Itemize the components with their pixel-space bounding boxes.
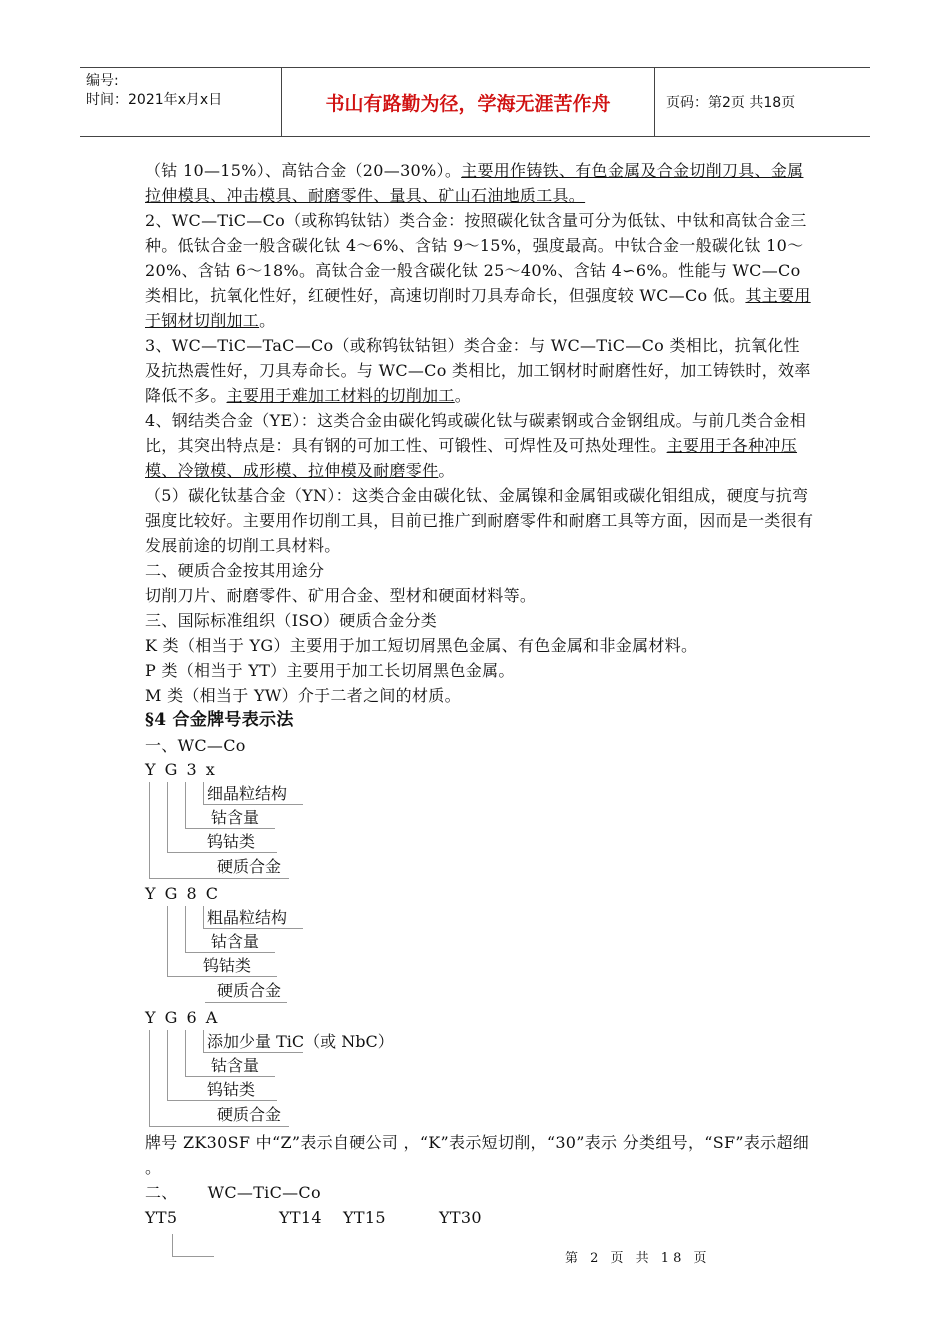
grade-code: Y G 8 C: [145, 884, 221, 903]
underlined-text: 主要用于难加工材料的切削加工: [226, 386, 455, 405]
tree-label: 硬质合金: [217, 1105, 282, 1124]
tree-connector: [203, 782, 204, 804]
tree-connector: [185, 782, 186, 828]
tree-label: 粗晶粒结构: [207, 908, 288, 927]
paragraph-10: P 类（相当于 YT）主要用于加工长切屑黑色金属。: [145, 661, 515, 680]
subheading-wc-co: 一、WC—Co: [145, 736, 246, 755]
tree-label: 添加少量 TiC（或 NbC）: [207, 1032, 394, 1051]
grade-yt5: YT5: [145, 1208, 178, 1227]
tree-connector: [203, 906, 204, 928]
tree-connector: [172, 1256, 214, 1257]
subheading-wc-tic-co: 二、 WC—TiC—Co: [145, 1183, 321, 1202]
grade-yt14: YT14: [279, 1208, 322, 1227]
paragraph-6: 二、硬质合金按其用途分: [145, 561, 325, 580]
doc-number-label: 编号:: [86, 73, 119, 89]
paragraph-5: （5）碳化钛基合金（YN）：这类合金由碳化钛、金属镍和金属钼或碳化钼组成，硬度与抗弯强度比较好。主要用作切削工具，目前已推广到耐磨零件和耐磨工具等方面，因而是一类很有发展前途的切削工具材料。: [145, 486, 814, 555]
underlined-text: 主要用于各种冲压模、冷镦模、成形模、拉伸模及耐磨零件: [145, 436, 798, 480]
tree-connector: [167, 906, 168, 976]
tree-connector: [149, 782, 150, 878]
grade-tree-yg6a: [145, 1006, 815, 1130]
tree-label: 钴含量: [211, 808, 260, 827]
tree-connector: [185, 906, 186, 952]
header-page-label: 页码：第2页 共18页: [666, 95, 796, 111]
grade-yt15: YT15: [343, 1208, 386, 1227]
tree-label: 钴含量: [211, 1056, 260, 1075]
section-heading: §4 合金牌号表示法: [145, 710, 294, 730]
grade-code: Y G 3 x: [145, 760, 217, 779]
yt-grades-row: [145, 1205, 815, 1230]
document-body: [145, 158, 815, 1230]
tree-connector: [185, 1030, 186, 1076]
header-meta: [80, 68, 282, 136]
tree-connector: [172, 1234, 173, 1256]
tree-connector: [203, 1030, 204, 1052]
paragraph-8: 三、国际标准组织（ISO）硬质合金分类: [145, 611, 438, 630]
tree-label: 硬质合金: [217, 857, 282, 876]
tree-connector: [149, 1030, 150, 1126]
header-motto: 书山有路勤为径，学海无涯苦作舟: [282, 68, 655, 136]
underlined-text: 其主要用于钢材切削加工: [145, 286, 811, 330]
tree-label: 钨钴类: [203, 956, 252, 975]
tree-label: 钨钴类: [207, 832, 256, 851]
grade-tree-yg3x: [145, 758, 815, 882]
tree-label: 硬质合金: [217, 981, 282, 1000]
doc-date-label: 时间：2021年x月x日: [86, 92, 223, 108]
tree-connector: [167, 782, 168, 852]
paragraph-2: 2、WC—TiC—Co（或称钨钛钴）类合金：按照碳化钛含量可分为低钛、中钛和高钛合金三种。低钛合金一般含碳化钛 4～6%、含钴 9～15%，强度最高。中钛合金一般碳化钛 10～20%、含钴 6～18%。高钛合金一般含碳化钛 25～40%、含钴 4∽6%。性能与 WC—Co 类相比，抗氧化性好，红硬性好，高速切削时刀具寿命长，但强度较 WC—Co 低。其主要用于钢材切削加工。: [145, 211, 811, 330]
page-header: [80, 67, 870, 137]
grade-tree-yg8c: [145, 882, 815, 1006]
tree-label: 钨钴类: [207, 1080, 256, 1099]
tree-label: 细晶粒结构: [207, 784, 288, 803]
tree-label: 钴含量: [211, 932, 260, 951]
page-footer: 第 2 页 共 18 页: [565, 1251, 711, 1266]
grade-yt30: YT30: [439, 1208, 482, 1227]
paragraph-3: 3、WC—TiC—TaC—Co（或称钨钛钴钽）类合金：与 WC—TiC—Co 类相比，抗氧化性及抗热震性好，刀具寿命长。与 WC—Co 类相比，加工钢材时耐磨性好，加工铸铁时，效率降低不多。主要用于难加工材料的切削加工。: [145, 336, 811, 405]
zk-explanation: 牌号 ZK30SF 中“Z”表示自硬公司 ，“K”表示短切削，“30”表示 分类组号，“SF”表示超细 。: [145, 1133, 810, 1177]
paragraph-9: K 类（相当于 YG）主要用于加工短切屑黑色金属、有色金属和非金属材料。: [145, 636, 698, 655]
paragraph-7: 切削刀片、耐磨零件、矿用合金、型材和硬面材料等。: [145, 586, 537, 605]
underlined-text: 主要用作铸铁、有色金属及合金切削刀具、金属拉伸模具、冲击模具、耐磨零件、量具、矿山石油地质工具。: [145, 161, 804, 205]
paragraph-11: M 类（相当于 YW）介于二者之间的材质。: [145, 686, 461, 705]
tree-connector: [167, 1030, 168, 1100]
paragraph-4: 4、钢结类合金（YE）：这类合金由碳化钨或碳化钛与碳素钢或合金钢组成。与前几类合金相比，其突出特点是：具有钢的可加工性、可锻性、可焊性及可热处理性。主要用于各种冲压模、冷镦模、成形模、拉伸模及耐磨零件。: [145, 411, 807, 480]
paragraph-1: （钴 10—15%）、高钴合金（20—30%）。主要用作铸铁、有色金属及合金切削刀具、金属拉伸模具、冲击模具、耐磨零件、量具、矿山石油地质工具。: [145, 161, 804, 205]
grade-code: Y G 6 A: [145, 1008, 220, 1027]
